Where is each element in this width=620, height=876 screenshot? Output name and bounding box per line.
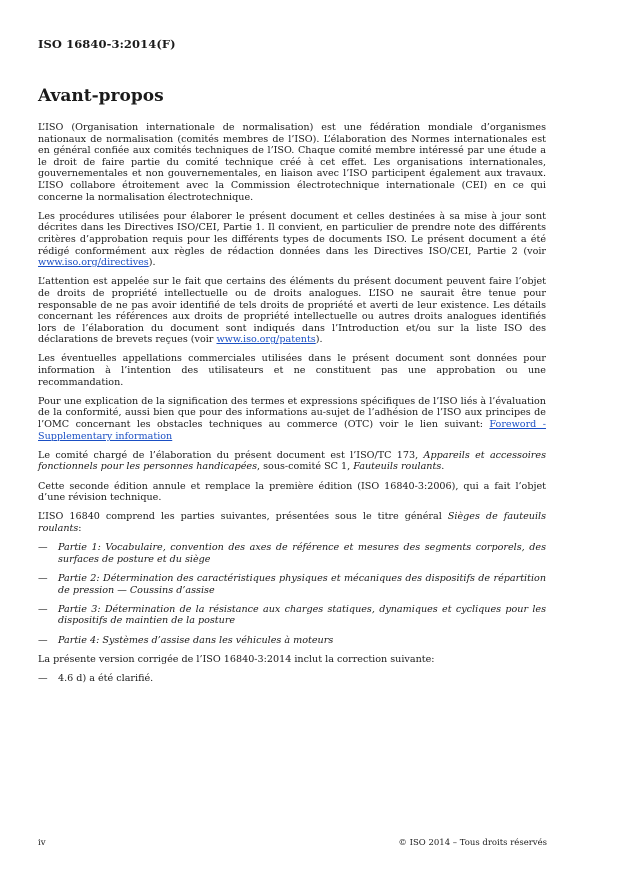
parts-intro-end: : [78, 522, 82, 534]
page-number: iv [38, 838, 46, 848]
paragraph-conformity-text: Pour une explication de la signification des termes et expressions spécifiques de l’ISO liés à l’évaluation de la conformité, aussi bien que pour des informations au-sujet de l’adhésion de l’ISO aux principes de l’OMC concernant les obstacles techniques au commerce (OTC) voir le lien suivant: [38, 395, 546, 431]
paragraph-committee [38, 450, 546, 473]
committee-text-c: , sous-comité SC 1, [257, 461, 354, 473]
paragraph-iso-intro: L’ISO (Organisation internationale de normalisation) est une fédération mondiale d’organismes nationaux de normalisation (comités membres de l’ISO). L’élaboration des Normes internationales est en général confiée aux comités techniques de l’ISO. Chaque comité membre intéressé par une étude a le droit de faire partie du comité technique créé à cet effet. Les organisations internationales, gouvernementales et non gouvernementales, en liaison avec l’ISO participent également aux travaux. L’ISO collabore étroitement avec la Commission électrotechnique internationale (CEI) en ce qui concerne la normalisation électrotechnique. [38, 122, 546, 203]
foreword-body [38, 122, 546, 692]
list-item [38, 604, 546, 627]
list-item [38, 542, 546, 565]
part-3-title: Partie 3: Détermination de la résistance aux charges statiques, dynamiques et cycliques pour les dispositifs de maintien de la posture [58, 603, 546, 627]
patents-link[interactable]: www.iso.org/patents [216, 334, 316, 346]
paragraph-procedures-end: ). [148, 257, 156, 269]
paragraph-parts-intro [38, 511, 546, 534]
list-dash: — [38, 634, 48, 646]
paragraph-patents [38, 276, 546, 346]
document-id-header: ISO 16840-3:2014(F) [38, 37, 176, 51]
paragraph-procedures [38, 211, 546, 269]
part-1-title: Partie 1: Vocabulaire, convention des axes de référence et mesures des segments corporels, des surfaces de posture et du siège [58, 542, 546, 565]
foreword-supplementary-link[interactable]: Foreword - Supplementary information [38, 419, 546, 442]
paragraph-procedures-text: Les procédures utilisées pour élaborer le présent document et celles destinées à sa mise à jour sont décrites dans les Directives ISO/CEI, Partie 1. Il convient, en particulier de prendre note des différents critères d’approbation requis pour les différents types de documents ISO. Le présent document a été rédigé conformément aux règles de rédaction données dans les Directives ISO/CEI, Partie 2 (voir [38, 210, 546, 257]
list-dash: — [38, 542, 48, 554]
part-4-title: Partie 4: Systèmes d’assise dans les véhicules à moteurs [58, 634, 334, 646]
correction-item: 4.6 d) a été clarifié. [58, 672, 154, 684]
parts-general-title: Sièges de fauteuils roulants [38, 511, 546, 534]
page-title: Avant-propos [38, 86, 164, 106]
part-2-title: Partie 2: Détermination des caractéristiques physiques et mécaniques des dispositifs de répartition de pression — Coussins d’assise [58, 572, 546, 596]
paragraph-conformity [38, 396, 546, 442]
copyright-notice: © ISO 2014 – Tous droits réservés [398, 838, 547, 848]
parts-intro-text: L’ISO 16840 comprend les parties suivantes, présentées sous le titre général [38, 511, 448, 523]
list-item [38, 673, 546, 685]
list-dash: — [38, 672, 48, 684]
directives-link[interactable]: www.iso.org/directives [38, 257, 149, 269]
list-dash: — [38, 572, 48, 584]
committee-name: Appareils et accessoires fonctionnels pour les personnes handicapées [38, 449, 546, 473]
committee-text-a: Le comité chargé de l’élaboration du présent document est l’ISO/TC 173, [38, 449, 424, 461]
list-item [38, 573, 546, 596]
paragraph-correction-intro: La présente version corrigée de l’ISO 16840-3:2014 inclut la correction suivante: [38, 653, 435, 665]
list-dash: — [38, 603, 48, 615]
paragraph-patents-end: ). [315, 334, 323, 346]
committee-text-e: . [441, 461, 445, 473]
paragraph-trade-names: Les éventuelles appellations commerciales utilisées dans le présent document sont données pour information à l’intention des utilisateurs et ne constituent pas une approbation ou une recommandation. [38, 353, 546, 388]
paragraph-patents-text: L’attention est appelée sur le fait que certains des éléments du présent document peuvent faire l’objet de droits de propriété intellectuelle ou de droits analogues. L’ISO ne saurait être tenue pour responsable de ne pas avoir identifié de tels droits de propriété et averti de leur existence. Les détails concernant les références aux droits de propriété intellectuelle ou autres droits analogues identifiés lors de l’élaboration du document sont indiqués dans l’Introduction et/ou sur la liste ISO des déclarations de brevets reçues (voir [38, 276, 546, 346]
paragraph-edition: Cette seconde édition annule et remplace la première édition (ISO 16840-3:2006), qui a fait l’objet d’une révision technique. [38, 480, 546, 504]
list-item [38, 635, 546, 647]
subcommittee-name: Fauteuils roulants [353, 461, 442, 473]
